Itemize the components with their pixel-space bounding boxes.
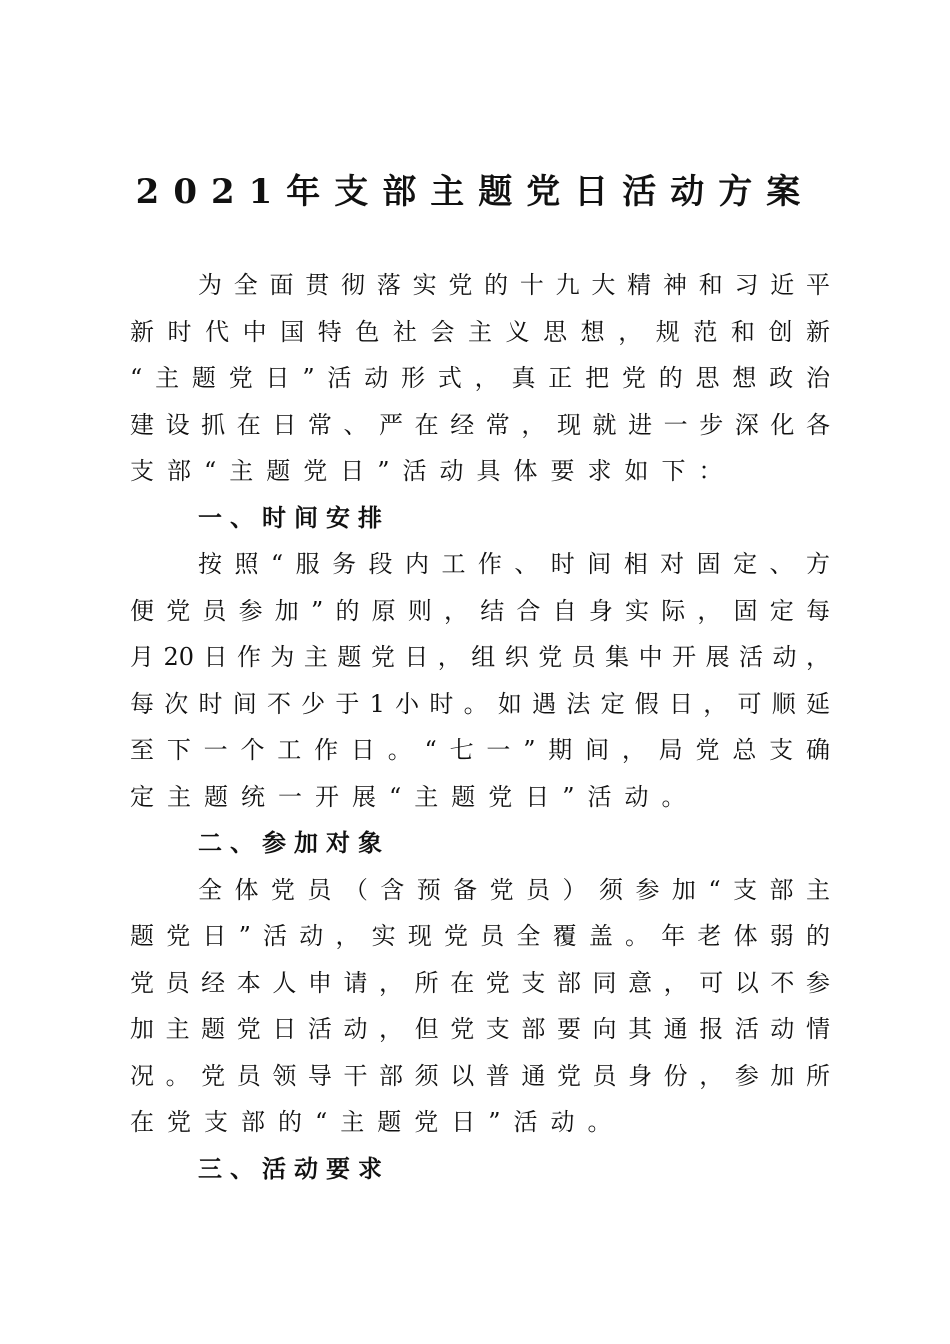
paragraph-line: 在党支部的“主题党日”活动。 xyxy=(130,1108,625,1136)
section-heading: 一、时间安排 xyxy=(198,503,390,532)
paragraph-line: 为全面贯彻落实党的十九大精神和习近平 xyxy=(198,271,830,299)
paragraph-line: 支部“主题党日”活动具体要求如下： xyxy=(130,457,736,485)
paragraph-line: 党员经本人申请，所在党支部同意，可以不参 xyxy=(130,968,830,997)
paragraph-line: 按照“服务段内工作、时间相对固定、方 xyxy=(198,550,830,578)
paragraph-line: 况。党员领导干部须以普通党员身份，参加所 xyxy=(130,1061,830,1090)
document-body xyxy=(130,262,830,1192)
paragraph-line: 定主题统一开展“主题党日”活动。 xyxy=(130,782,699,811)
section-heading: 二、参加对象 xyxy=(198,829,390,857)
paragraph-line: “主题党日”活动形式，真正把党的思想政治 xyxy=(130,364,830,392)
paragraph-line: 新时代中国特色社会主义思想，规范和创新 xyxy=(130,317,830,346)
paragraph-line: 全体党员（含预备党员）须参加“支部主 xyxy=(198,875,830,904)
paragraph-line: 至下一个工作日。“七一”期间，局党总支确 xyxy=(130,736,830,764)
paragraph-line: 建设抓在日常、严在经常，现就进一步深化各 xyxy=(130,410,830,439)
document-title: 2021年支部主题党日活动方案 xyxy=(135,172,815,212)
section-heading: 三、活动要求 xyxy=(198,1154,390,1183)
paragraph-line: 便党员参加”的原则，结合自身实际，固定每 xyxy=(130,596,830,625)
paragraph-line: 加主题党日活动，但党支部要向其通报活动情 xyxy=(130,1015,830,1043)
paragraph-line: 月20日作为主题党日，组织党员集中开展活动， xyxy=(130,643,830,671)
paragraph-line: 每次时间不少于1小时。如遇法定假日，可顺延 xyxy=(130,689,830,718)
paragraph-line: 题党日”活动，实现党员全覆盖。年老体弱的 xyxy=(130,922,830,950)
